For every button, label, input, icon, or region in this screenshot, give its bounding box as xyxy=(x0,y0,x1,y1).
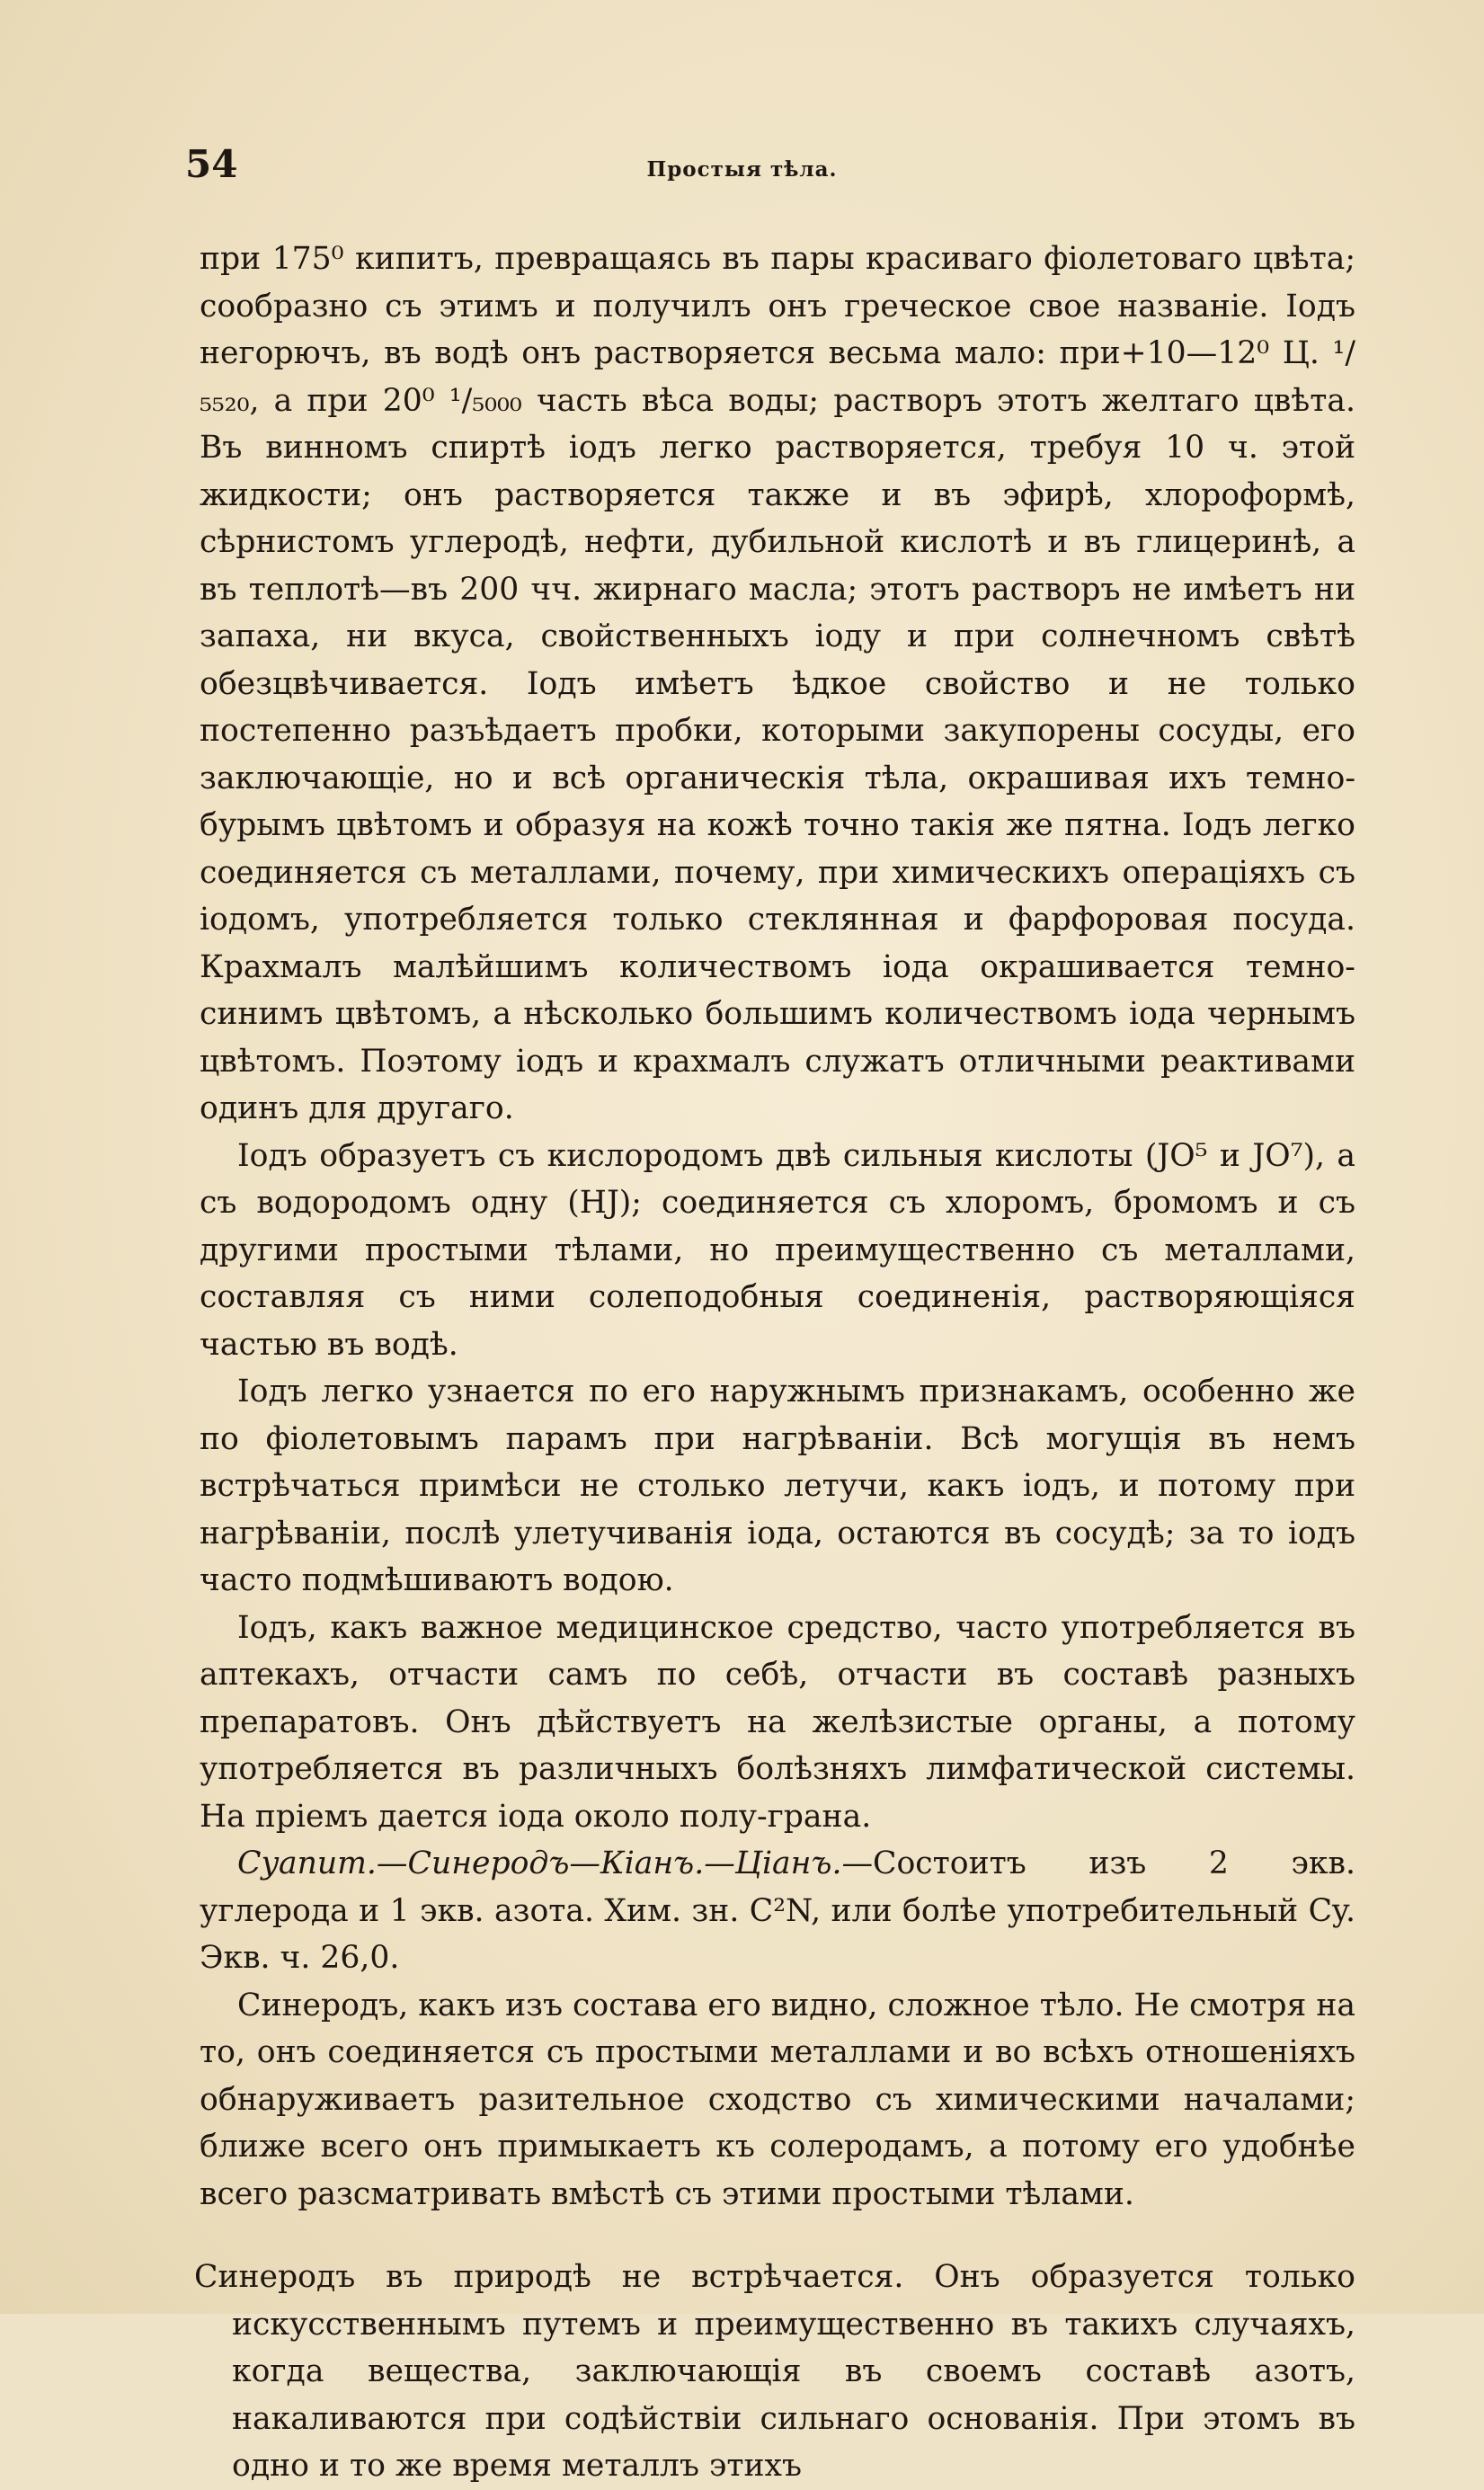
paragraph-iodine-properties: при 175⁰ кипитъ, превращаясь въ пары красиваго фіолетоваго цвѣта; сообразно съ этимъ и получилъ онъ греческое свое названіе. Іодъ негорючъ, въ водѣ онъ растворяется весьма мало: при+10—12⁰ Ц. ¹/₅₅₂₀, а при 20⁰ ¹/₅₀₀₀ часть вѣса воды; растворъ этотъ желтаго цвѣта. Въ винномъ спиртѣ іодъ легко растворяется, требуя 10 ч. этой жидкости; онъ растворяется также и въ эфирѣ, хлороформѣ, сѣрнистомъ углеродѣ, нефти, дубильной кислотѣ и въ глицеринѣ, а въ теплотѣ—въ 200 чч. жирнаго масла; этотъ растворъ не имѣетъ ни запаха, ни вкуса, свойственныхъ іоду и при солнечномъ свѣтѣ обезцвѣчивается. Іодъ имѣетъ ѣдкое свойство и не только постепенно разъѣдаетъ пробки, которыми закупорены сосуды, его заключающіе, но и всѣ органическія тѣла, окрашивая ихъ темно-бурымъ цвѣтомъ и образуя на кожѣ точно такія же пятна. Іодъ легко соединяется съ металлами, почему, при химическихъ операціяхъ съ іодомъ, употребляется только стеклянная и фарфоровая посуда. Крахмалъ малѣйшимъ количествомъ іода окрашивается темно-синимъ цвѣтомъ, а нѣсколько большимъ количествомъ іода чернымъ цвѣтомъ. Поэтому іодъ и крахмалъ служатъ отличными реактивами одинъ для другаго. xyxy=(200,241,1355,1126)
paragraph-cyanogen-nature: Синеродъ, какъ изъ состава его видно, сложное тѣло. Не смотря на то, онъ соединяется съ простыми металлами и во всѣхъ отношеніяхъ обнаруживаетъ разительное сходство съ химическими началами; ближе всего онъ примыкаетъ къ солеродамъ, а потому его удобнѣе всего разсматривать вмѣстѣ съ этими простыми тѣлами. xyxy=(200,1987,1355,2212)
cyanogen-composition: —Состоитъ изъ 2 экв. углерода и 1 экв. азота. Хим. зн. C²N, или болѣе употребительный Cy. Экв. ч. 26,0. xyxy=(200,1845,1355,1976)
paragraph-cyanogen-heading xyxy=(200,1840,1355,1982)
paragraph-iodine-detection: Іодъ легко узнается по его наружнымъ признакамъ, особенно же по фіолетовымъ парамъ при нагрѣваніи. Всѣ могущія въ немъ встрѣчаться примѣси не столько летучи, какъ іодъ, и потому при нагрѣваніи, послѣ улетучиванія іода, остаются въ сосудѣ; за то іодъ часто подмѣшиваютъ водою. xyxy=(200,1374,1355,1598)
paragraph-iodine-medicine: Іодъ, какъ важное медицинское средство, часто употребляется въ аптекахъ, отчасти самъ по себѣ, отчасти въ составѣ разныхъ препаратовъ. Онъ дѣйствуетъ на желѣзистые органы, а потому употребляется въ различныхъ болѣзняхъ лимфатической системы. На пріемъ дается іода около полу-грана. xyxy=(200,1609,1355,1835)
paragraph-cyanogen-origin: Синеродъ въ природѣ не встрѣчается. Онъ образуется только искусственнымъ путемъ и преимущественно въ такихъ случаяхъ, когда вещества, заключающія въ своемъ составѣ азотъ, накаливаются при содѣйствіи сильнаго основанія. При этомъ въ одно и то же время металлъ этихъ xyxy=(194,2259,1355,2484)
page-number: 54 xyxy=(185,142,238,186)
running-title: Простыя тѣла. xyxy=(646,157,838,182)
paragraph-iodine-compounds: Іодъ образуетъ съ кислородомъ двѣ сильныя кислоты (JO⁵ и JO⁷), а съ водородомъ одну (HJ); соединяется съ хлоромъ, бромомъ и съ другими простыми тѣлами, но преимущественно съ металлами, составляя съ ними солеподобныя соединенія, растворяющіяся частью въ водѣ. xyxy=(200,1137,1355,1363)
body-text xyxy=(194,236,1355,2490)
cyanogen-names: Cyanum.—Синеродъ—Кіанъ.—Ціанъ. xyxy=(237,1845,842,1881)
